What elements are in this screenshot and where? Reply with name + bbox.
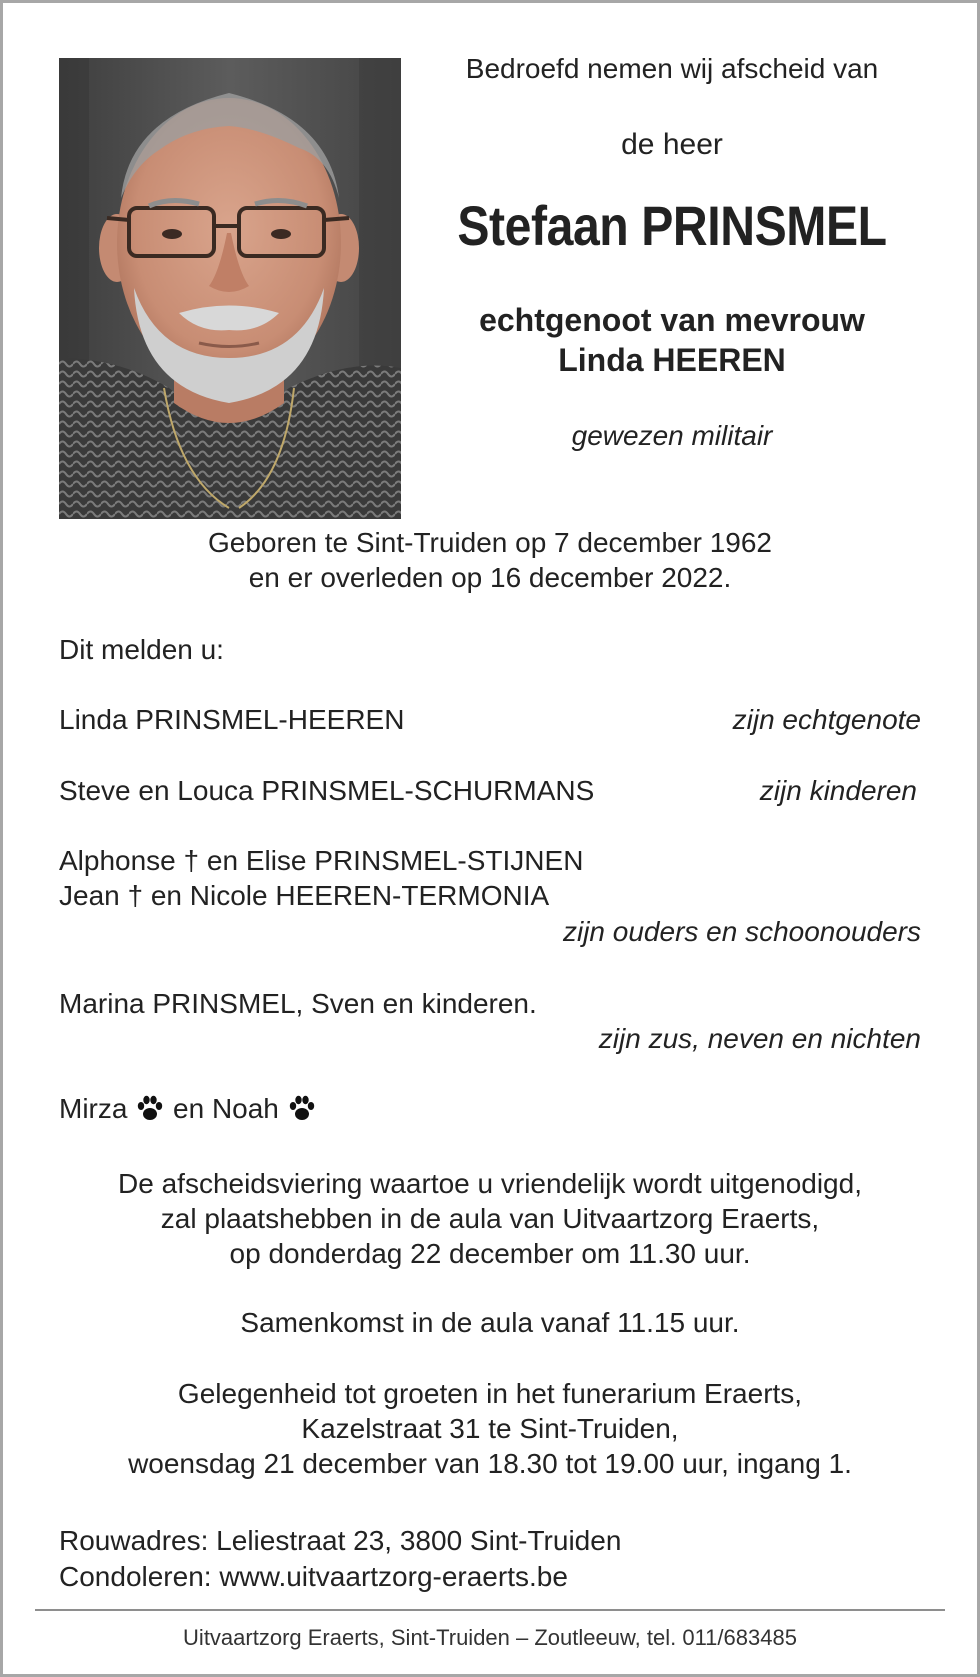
children-relation: zijn kinderen — [759, 775, 917, 806]
siblings-relation: zijn zus, neven en nichten — [598, 1023, 921, 1054]
spouse-relation: zijn echtgenote — [732, 704, 921, 735]
portrait-photo — [59, 58, 401, 519]
condolences-link[interactable]: Condoleren: www.uitvaartzorg-eraerts.be — [59, 1561, 568, 1592]
footer-text: Uitvaartzorg Eraerts, Sint-Truiden – Zoutleeuw, tel. 011/683485 — [183, 1625, 797, 1650]
spouse-line-2: Linda HEEREN — [558, 342, 786, 378]
family-intro: Dit melden u: — [59, 634, 224, 665]
mourning-address: Rouwadres: Leliestraat 23, 3800 Sint-Truiden — [59, 1525, 622, 1556]
gathering-line: Samenkomst in de aula vanaf 11.15 uur. — [240, 1307, 740, 1338]
spouse-line-1: echtgenoot van mevrouw — [479, 302, 865, 338]
intro-text: Bedroefd nemen wij afscheid van — [465, 53, 879, 84]
siblings-names: Marina PRINSMEL, Sven en kinderen. — [59, 988, 537, 1019]
honorific: de heer — [621, 128, 723, 161]
paw-icon — [135, 1094, 165, 1122]
pet-name-mirza: Mirza — [59, 1093, 128, 1124]
viewing-line-2: Kazelstraat 31 te Sint-Truiden, — [301, 1413, 679, 1444]
parents-line-1: Alphonse † en Elise PRINSMEL-STIJNEN — [59, 845, 584, 876]
viewing-line-3: woensdag 21 december van 18.30 tot 19.00 uur, ingang 1. — [128, 1448, 852, 1479]
deceased-name: Stefaan PRINSMEL — [457, 194, 887, 257]
ceremony-line-3: op donderdag 22 december om 11.30 uur. — [229, 1238, 751, 1269]
death-line: en er overleden op 16 december 2022. — [248, 562, 732, 593]
parents-line-2: Jean † en Nicole HEEREN-TERMONIA — [59, 880, 550, 911]
paw-icon — [287, 1094, 317, 1122]
ceremony-line-1: De afscheidsviering waartoe u vriendelijk wordt uitgenodigd, — [118, 1168, 862, 1199]
ceremony-line-2: zal plaatshebben in de aula van Uitvaartzorg Eraerts, — [160, 1203, 820, 1234]
footer-divider — [35, 1609, 945, 1611]
occupation: gewezen militair — [571, 420, 773, 451]
spouse-name: Linda PRINSMEL-HEEREN — [59, 704, 405, 735]
viewing-line-1: Gelegenheid tot groeten in het funerarium Eraerts, — [177, 1378, 803, 1409]
pet-name-noah: en Noah — [173, 1093, 279, 1124]
pets-line — [59, 1092, 317, 1126]
children-names: Steve en Louca PRINSMEL-SCHURMANS — [59, 775, 595, 806]
parents-relation: zijn ouders en schoonouders — [562, 916, 921, 947]
birth-line: Geboren te Sint-Truiden op 7 december 1962 — [208, 527, 772, 558]
